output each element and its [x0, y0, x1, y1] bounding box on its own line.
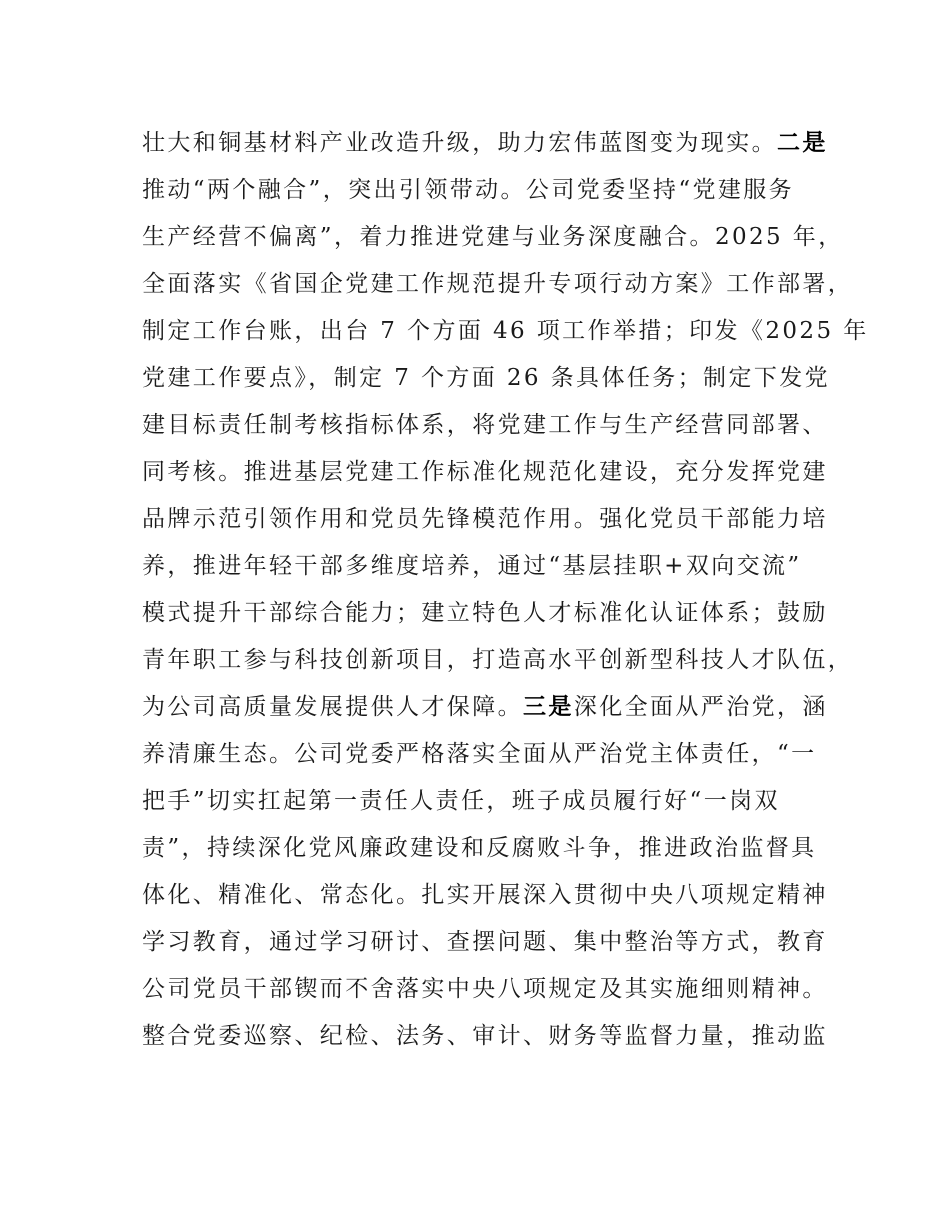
- body-text-segment: 壮大和铜基材料产业改造升级，助力宏伟蓝图变为现实。: [142, 130, 777, 156]
- text-line: [142, 218, 844, 265]
- body-text-segment: 模式提升干部综合能力；建立特色人才标准化认证体系；鼓励: [142, 600, 828, 626]
- text-line: [142, 876, 828, 923]
- text-line: [142, 829, 822, 876]
- bold-emphasis-text: 三是: [523, 694, 574, 720]
- body-text-segment: 建目标责任制考核指标体系，将党建工作与生产经营同部署、: [142, 412, 828, 438]
- text-line: [142, 688, 828, 735]
- text-line: [142, 547, 822, 594]
- text-line: [142, 312, 869, 359]
- text-line: [142, 265, 854, 312]
- body-text-segment: 整合党委巡察、纪检、法务、审计、财务等监督力量，推动监: [142, 1023, 828, 1049]
- text-line: [142, 406, 828, 453]
- body-text-segment: 制定工作台账，出台 7 个方面 46 项工作举措；印发《2025 年: [142, 318, 869, 344]
- text-line: [142, 641, 854, 688]
- text-line: [142, 171, 822, 218]
- bold-emphasis-text: 二是: [777, 130, 828, 156]
- body-text-segment: 党建工作要点》，制定 7 个方面 26 条具体任务；制定下发党: [142, 365, 831, 391]
- text-line: [142, 453, 828, 500]
- text-line: [142, 970, 828, 1017]
- body-text-segment: 公司党员干部锲而不舍落实中央八项规定及其实施细则精神。: [142, 976, 828, 1002]
- body-text-segment: 养清廉生态。公司党委严格落实全面从严治党主体责任，“一: [142, 741, 817, 767]
- text-line: [142, 782, 822, 829]
- body-paragraph: [142, 124, 869, 1064]
- text-line: [142, 124, 828, 171]
- text-line: [142, 594, 828, 641]
- body-text-segment: 把手”切实扛起第一责任人责任，班子成员履行好“一岗双: [142, 788, 780, 814]
- body-text-segment: 养，推进年轻干部多维度培养，通过“基层挂职+双向交流”: [142, 553, 802, 579]
- text-line: [142, 500, 828, 547]
- body-text-segment: 青年职工参与科技创新项目，打造高水平创新型科技人才队伍，: [142, 647, 854, 673]
- body-text-segment: 为公司高质量发展提供人才保障。: [142, 694, 523, 720]
- body-text-segment: 责”，持续深化党风廉政建设和反腐败斗争，推进政治监督具: [142, 835, 817, 861]
- body-text-segment: 全面落实《省国企党建工作规范提升专项行动方案》工作部署，: [142, 271, 854, 297]
- body-text-segment: 体化、精准化、常态化。扎实开展深入贯彻中央八项规定精神: [142, 882, 828, 908]
- body-text-segment: 推动“两个融合”，突出引领带动。公司党委坚持“党建服务: [142, 177, 795, 203]
- text-line: [142, 735, 822, 782]
- text-line: [142, 1017, 828, 1064]
- body-text-segment: 深化全面从严治党，涵: [573, 694, 828, 720]
- body-text-segment: 生产经营不偏离”，着力推进党建与业务深度融合。2025 年，: [142, 224, 844, 250]
- body-text-segment: 品牌示范引领作用和党员先锋模范作用。强化党员干部能力培: [142, 506, 828, 532]
- body-text-segment: 学习教育，通过学习研讨、查摆问题、集中整治等方式，教育: [142, 929, 828, 955]
- body-text-segment: 同考核。推进基层党建工作标准化规范化建设，充分发挥党建: [142, 459, 828, 485]
- text-line: [142, 923, 828, 970]
- text-line: [142, 359, 831, 406]
